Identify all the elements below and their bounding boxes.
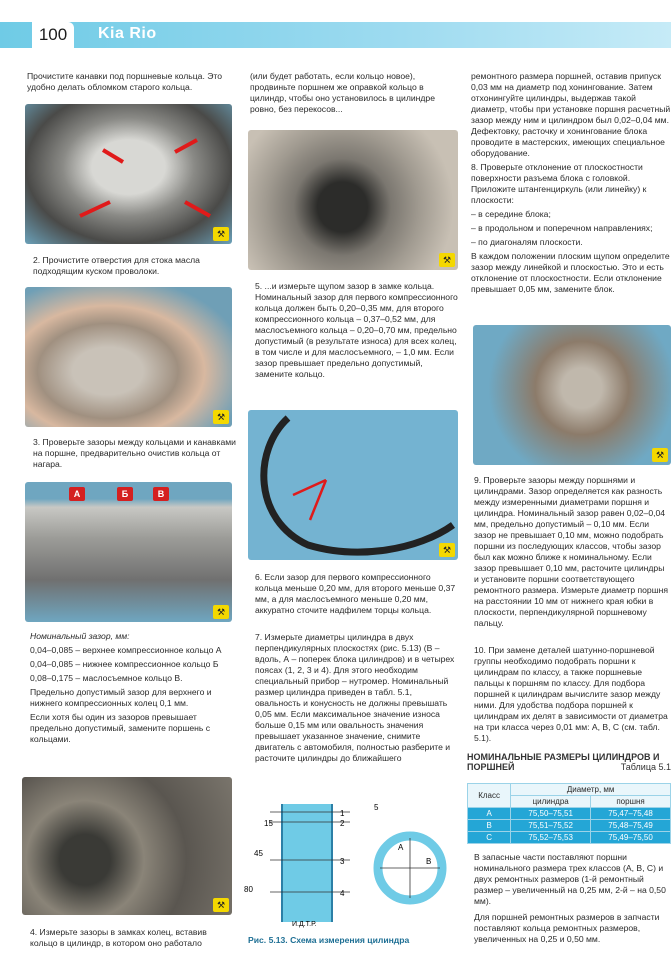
col2-top: (или будет работать, если кольцо новое), продвиньте поршнем же оправкой кольцо в цилиндр, чтобы оно установилось в цилиндре ровно, без перекосов... bbox=[250, 71, 435, 114]
intro-text: Прочистите канавки под поршневые кольца. Это удобно делать обломком старого кольца. bbox=[27, 71, 223, 92]
tool-icon: ⚒ bbox=[439, 253, 455, 267]
dim-5: 5 bbox=[374, 803, 379, 812]
piston-rings-photo bbox=[25, 482, 232, 622]
cell-cylinder: 75,50–75,51 bbox=[511, 808, 591, 820]
table-row bbox=[468, 808, 671, 820]
cell-piston: 75,49–75,50 bbox=[591, 832, 671, 844]
tool-icon: ⚒ bbox=[213, 605, 229, 619]
nominal-line-3: 0,08–0,175 – маслосъемное кольцо В. bbox=[30, 673, 183, 683]
cylinder-diagram bbox=[240, 798, 462, 928]
th-class: Класс bbox=[468, 784, 511, 808]
caption-2: 2. Прочистите отверстия для стока масла подходящим куском проволоки. bbox=[33, 255, 200, 276]
nominal-line-2: 0,04–0,085 – нижнее компрессионное кольцо Б bbox=[30, 659, 219, 669]
caption-7: 7. Измерьте диаметры цилиндра в двух перпендикулярных плоскостях (рис. 5.13) (В – вдоль, А – поперек блока цилиндров) и в четырех поясах (1, 2, 3 и 4). Для этого необходим специальный прибор – нутромер. Номинальный размер цилиндра приведен в табл. 5.1, овальность и конусность не должны превышать 0,05 мм. Если максимальное значение износа больше 0,15 мм или овальность значения превышает указанное значение, снимите двигатель с автомобиля, полностью разберите и расточите цилиндры до ближайшего bbox=[255, 632, 455, 763]
table-row bbox=[468, 832, 671, 844]
arrow-icon bbox=[175, 140, 197, 152]
dim-45: 45 bbox=[254, 849, 263, 858]
cylinder-block-photo bbox=[22, 777, 232, 915]
chapter-title: Kia Rio bbox=[98, 25, 157, 42]
col3-top bbox=[471, 71, 671, 298]
sizes-table bbox=[467, 783, 671, 844]
ring-gap-photo bbox=[248, 410, 458, 560]
item-8b: В каждом положении плоским щупом определите зазор между линейкой и плоскостью. Это и есть отклонение от плоскостности. Если отклонение превышает 0,05 мм, замените блок. bbox=[471, 251, 670, 294]
plane-b: В bbox=[426, 857, 432, 866]
arrow-icon bbox=[103, 150, 123, 162]
belt-1: 1 bbox=[340, 809, 345, 818]
table-title bbox=[467, 752, 671, 772]
page-header bbox=[0, 22, 671, 48]
table-number: Таблица 5.1 bbox=[620, 762, 671, 772]
caption-6: 6. Если зазор для первого компрессионного кольца меньше 0,20 мм, для второго меньше 0,37 мм, а для маслосъемного меньше 0,20 мм, аккуратно сточите надфилем торцы кольца. bbox=[255, 572, 456, 615]
table-heading: НОМИНАЛЬНЫЕ РАЗМЕРЫ ЦИЛИНДРОВ И ПОРШНЕЙ bbox=[467, 752, 660, 772]
cell-class: В bbox=[468, 820, 511, 832]
cell-class: А bbox=[468, 808, 511, 820]
ring-drawing bbox=[248, 410, 458, 560]
caption-9: 9. Проверьте зазоры между поршнями и цилиндрами. Зазор определяется как разность между измеренными диаметрами поршня и цилиндра. Номинальный зазор равен 0,02–0,04 мм, предельно допустимый – 0,10 мм. Если зазор не превышает 0,10 мм, можно подобрать поршни из последующих классов, чтобы зазор был как можно ближе к номинальному. Если зазор превышает 0,10 мм, расточите цилиндры и установите поршни соответствующего ремонтного размера. Измерьте диаметр поршня на расстоянии 10 мм от нижнего края юбки в плоскости, перпендикулярной поршневому пальцу. bbox=[474, 475, 668, 628]
belt-3: 3 bbox=[340, 857, 345, 866]
feeler-gauge-photo bbox=[248, 130, 458, 270]
nominal-block bbox=[30, 631, 236, 748]
th-piston: поршня bbox=[591, 796, 671, 808]
caption-10: 10. При замене деталей шатунно-поршневой группы необходимо подобрать поршни к цилиндрам по классу, а также поршневые пальцы к поршням по классу. Для подбора поршней к цилиндрам вычислите зазор между ними. Для удобства подбора поршней к цилиндрам их делят в зависимости от диаметра на три класса через 0,01 мм: А, В, С (см. табл. 5.1). bbox=[474, 645, 668, 743]
ring-removal-photo bbox=[25, 287, 232, 427]
ring-tag-c: В bbox=[153, 487, 169, 501]
table-row bbox=[468, 820, 671, 832]
arrow-icon bbox=[80, 202, 110, 216]
item-8: 8. Проверьте отклонение от плоскостности поверхности разъема блока с головкой. Приложите штангенциркуль (или линейку) к плоскости: bbox=[471, 162, 647, 205]
page-number: 100 bbox=[32, 22, 74, 48]
tool-icon: ⚒ bbox=[652, 448, 668, 462]
caption-5: 5. ...и измерьте щупом зазор в замке кольца. Номинальный зазор для первого компрессионного кольца должен быть 0,20–0,35 мм, для второго компрессионного кольца – 0,37–0,52 мм, для маслосъемного кольца – 0,20–0,70 мм, предельно допустимый (в результате износа) для всех колец, в том числе и для маслосъемного, – 1,0 мм. Если зазор превышает предельно допустимый, замените кольцо. bbox=[255, 281, 458, 379]
cell-class: С bbox=[468, 832, 511, 844]
ring-shape bbox=[264, 418, 453, 552]
belt-2: 2 bbox=[340, 819, 345, 828]
th-diameter: Диаметр, мм bbox=[511, 784, 671, 796]
tool-icon: ⚒ bbox=[213, 410, 229, 424]
dim-15: 15 bbox=[264, 819, 273, 828]
nominal-title: Номинальный зазор, мм: bbox=[30, 631, 130, 641]
col1-intro bbox=[27, 71, 234, 96]
cell-cylinder: 75,51–75,52 bbox=[511, 820, 591, 832]
caliper-photo bbox=[473, 325, 671, 465]
figure-caption: Рис. 5.13. Схема измерения цилиндра bbox=[248, 935, 410, 945]
bullet-2: – в продольном и поперечном направлениях; bbox=[471, 223, 653, 233]
cell-piston: 75,47–75,48 bbox=[591, 808, 671, 820]
tool-icon: ⚒ bbox=[439, 543, 455, 557]
tool-icon: ⚒ bbox=[213, 898, 229, 912]
caption-3: 3. Проверьте зазоры между кольцами и канавками на поршне, предварительно очистив кольца от нагара. bbox=[33, 437, 236, 469]
arrow-icon bbox=[185, 202, 210, 216]
ring-label: И.Д.Т.Р. bbox=[292, 921, 317, 928]
col3-top-text: ремонтного размера поршней, оставив припуск 0,03 мм на диаметр под хонингование. Затем отхонингуйте цилиндры, выдержав такой диаметр, чтобы при установке поршня расчетный зазор между ним и цилиндром был 0,02–0,04 мм. Дефектовку, расточку и хонингование блока проводите в мастерских, имеющих специальное оборудование. bbox=[471, 71, 671, 158]
arrows-overlay bbox=[25, 104, 232, 244]
belt-4: 4 bbox=[340, 889, 345, 898]
th-cylinder: цилиндра bbox=[511, 796, 591, 808]
cell-piston: 75,48–75,49 bbox=[591, 820, 671, 832]
tool-icon: ⚒ bbox=[213, 227, 229, 241]
ring-tag-a: А bbox=[69, 487, 85, 501]
replace-text: Если хотя бы один из зазоров превышает предельно допустимый, замените поршень с кольцами. bbox=[30, 712, 211, 744]
piston-photo bbox=[25, 104, 232, 244]
dim-80: 80 bbox=[244, 885, 253, 894]
plane-a: А bbox=[398, 843, 404, 852]
limit-text: Предельно допустимый зазор для верхнего и нижнего компрессионных колец 0,1 мм. bbox=[30, 687, 212, 708]
ring-tag-b: Б bbox=[117, 487, 133, 501]
cell-cylinder: 75,52–75,53 bbox=[511, 832, 591, 844]
bullet-1: – в середине блока; bbox=[471, 209, 551, 219]
caption-4: 4. Измерьте зазоры в замках колец, вставив кольцо в цилиндр, в котором оно работало bbox=[30, 927, 207, 948]
bullet-3: – по диагоналям плоскости. bbox=[471, 237, 583, 247]
nominal-line-1: 0,04–0,085 – верхнее компрессионное кольцо А bbox=[30, 645, 222, 655]
last-text: Для поршней ремонтных размеров в запчасти поставляют кольца ремонтных размеров, увеличенных на 0,25 и 0,50 мм. bbox=[474, 912, 660, 944]
after-table-text: В запасные части поставляют поршни номинального размера трех классов (А, В, С) и двух ремонтных размеров (1-й ремонтный размер – увеличенный на 0,25 мм, 2-й – на 0,50 мм). bbox=[474, 852, 666, 906]
